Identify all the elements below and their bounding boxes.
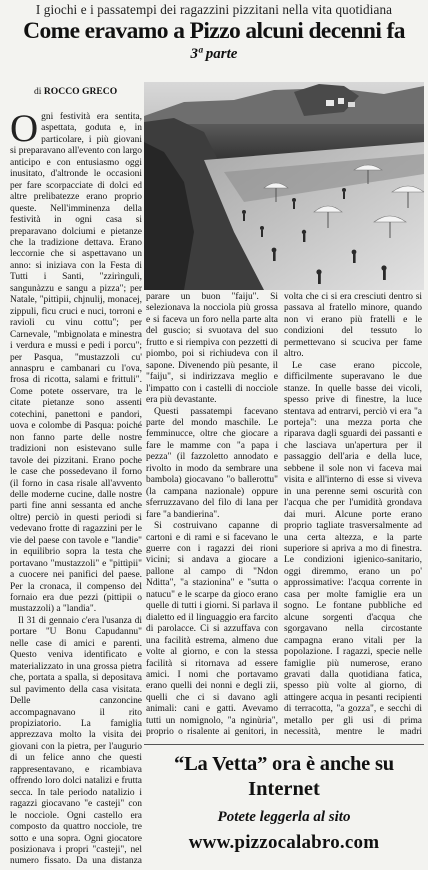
beach-photo [144,82,424,290]
beach-photo-icon [144,82,424,290]
promo-url: www.pizzocalabro.com [188,832,380,853]
article-paragraph: volta che ci si era cresciuti dentro si passava al fratello minore, quando non vi erano più fratelli e le condizioni del tessuto lo permettevano si scuciva per fame altro. [284,292,422,360]
article-paragraph: Ogni festività era sentita, aspettata, goduta e, in particolare, i più giovani si preparavano all'evento con largo anticipo e con entusiasmo oggi inusitato, d'altronde le occasioni per fare scorpacciate di dolci ed altre prelibatezze erano proprio queste. Nell'imminenza della festività in ogni casa si preparavano dolciumi e pietanze che la tradizione dettava. Erano leccornie che si aspettavano un anno: si iniziava con la Festa di Tutti i Santi, "zzirìnguli, sangunàzzu e sangu a pizza"; per Natale, "pittìpii, chjnulij, monacej, zippuli, fìcu cruci e nuci, torroni e ravioli cu vinu cottu"; per Carnevale, "mbìgnolata e minestra i verdura e mussi e pedi i porcu"; per Pasqua, "mustazzoli cu' annaspru e cambanari cu l'ova, frosa di ricotta, salami e frittuli". Come potete osservare, tra le citate pietanze sono assenti cotechini, panettoni e pandori, uova e colombe di Pasqua: poiché non fanno parte delle nostre tradizioni non esistevano sulle tavole dei pizzitani. Erano poche le case che possedevano il forno (il forno in casa risale all'avvento delle moderne cucine, dalle nostre parti fine anni sessanta ed anche oltre) perciò in questi periodi si vedevano frotte di ragazzini per le vie del paese con tavole e "landie" in equilibrio sopra la testa che portavano "mustazzoli" e "pittìpii" a cuocere nei panifici del paese. Per la cronaca, il compenso del fornaio era due pezzi (pittìpii o mustazzoli) a "landia". [10,112,142,615]
article-column-3 [284,292,422,737]
article-paragraph: Si costruivano capanne di cartoni e di rami e si facevano le guerre con i ragazzi dei rioni vicini; si andava a giocare a pallone al campo di "Ndon Nditta", "a stazionina" e "sutta o natucu" e le scarpe da gioco erano quelle di tutti i giorni. Si parlava il dialetto ed il linguaggio era farcito di parolacce. Ci si azzuffava con una facilità estrema, almeno due volte al giorno, e con la stessa facilità si ritornava ad essere amici. I nomi che portavamo erano quelli dei nonni e degli zii, quelli che ci si davano agli animali: cani e gatti. Avevamo tutti un nomignolo, "a nginùria", proprio o risalente ai genitori, in [146,521,278,737]
promo-box [144,744,424,869]
byline-prefix: di [34,86,42,97]
article-paragraph: Il 31 di gennaio c'era l'usanza di portare "U Bonu Capudannu" nelle case di amici e parenti. Questo veniva identificato e materializzato in una grossa pietra che, portata a spalla, si depositava sul pavimento della casa visitata. Delle canzoncine accompagnavano il rito propiziatorio. La famiglia apprezzava molto la visita dei giovani con la pietra, per l'augurio di un felice anno che questi rappresentavano, e ricambiava offrendo loro dolci natalizi e frutta secca. In tale periodo natalizio i ragazzi giocavano "e casteji" con le nocciole. Ogni castello era composto da quattro nocciole, tre sotto e una sopra. Ogni giocatore posizionava i propri "casteji", nel numero fissato. Da una distanza [10,615,142,867]
kicker: I giochi e i passatempi dei ragazzini pizzitani nella vita quotidiana [35,2,393,17]
promo-line-2: Internet [248,778,320,800]
author-name: ROCCO GRECO [43,86,118,97]
headline: Come eravamo a Pizzo alcuni decenni fa [23,18,405,44]
article-column-2 [146,292,278,737]
part-label: 3ª parte [190,46,238,62]
byline [34,86,117,97]
article-paragraph: parare un buon "faiju". Si selezionava la nocciola più grossa e si faceva un foro nella parte alta del guscio; si svuotava del suo frutto e si riempiva con pezzetti di piombo, poi si richiudeva con il sapone. Divenendo più pesante, il "faiju", si indirizzava meglio e l'impatto con i castelli di nocciole era più devastante. [146,292,278,406]
promo-line-3: Potete leggerla al sito [217,809,351,825]
promo-line-1: “La Vetta” ora è anche su [174,753,394,775]
article-column-1 [10,112,142,867]
drop-cap: O [10,112,39,150]
article-paragraph: Le case erano piccole, difficilmente superavano le due stanze. In quelle basse dei vicoli, spesso prive di finestre, la luce stentava ad entrarvi, perciò vi era "a porteja": una mezza porta che riparava dagli sguardi dei passanti e che lasciava un'apertura per il passaggio dell'aria e della luce, sebbene il sole non vi faceva mai visita e all'interno di esse si viveva in una perenne semi oscurità con l'acqua che per l'umidità grondava dai muri. Alcune porte erano proprio tagliate trasversalmente ad una certa altezza, e la parte superiore si apriva a mo di finestra. Le condizioni igienico-sanitario, oggi diremmo, erano un po' approssimative: l'acqua corrente in casa per molte famiglie era un sogno. Le fontane pubbliche ed alcune sorgenti d'acqua che sgorgavano nella circostante campagna erano vitali per la popolazione. I ragazzi, specie nelle famiglie più numerose, erano gravati dalla quotidiana fatica, spesso più volte al giorno, di attingere acqua in pesanti recipienti di terracotta, "a gozza", e secchi di metallo per gli usi di prima necessità, mentre le madri [284,360,422,737]
article-paragraph: Questi passatempi facevano parte del mondo maschile. Le femminucce, oltre che giocare a fare le mamme con "a papa i pezza" (il fazzoletto annodato e rivolto in modo da sembrare una bambola) giocavano "o ballerottu" (la campana nazionale) oppure sferruzzavano del filo di lana per fare "a bandierina". [146,406,278,520]
